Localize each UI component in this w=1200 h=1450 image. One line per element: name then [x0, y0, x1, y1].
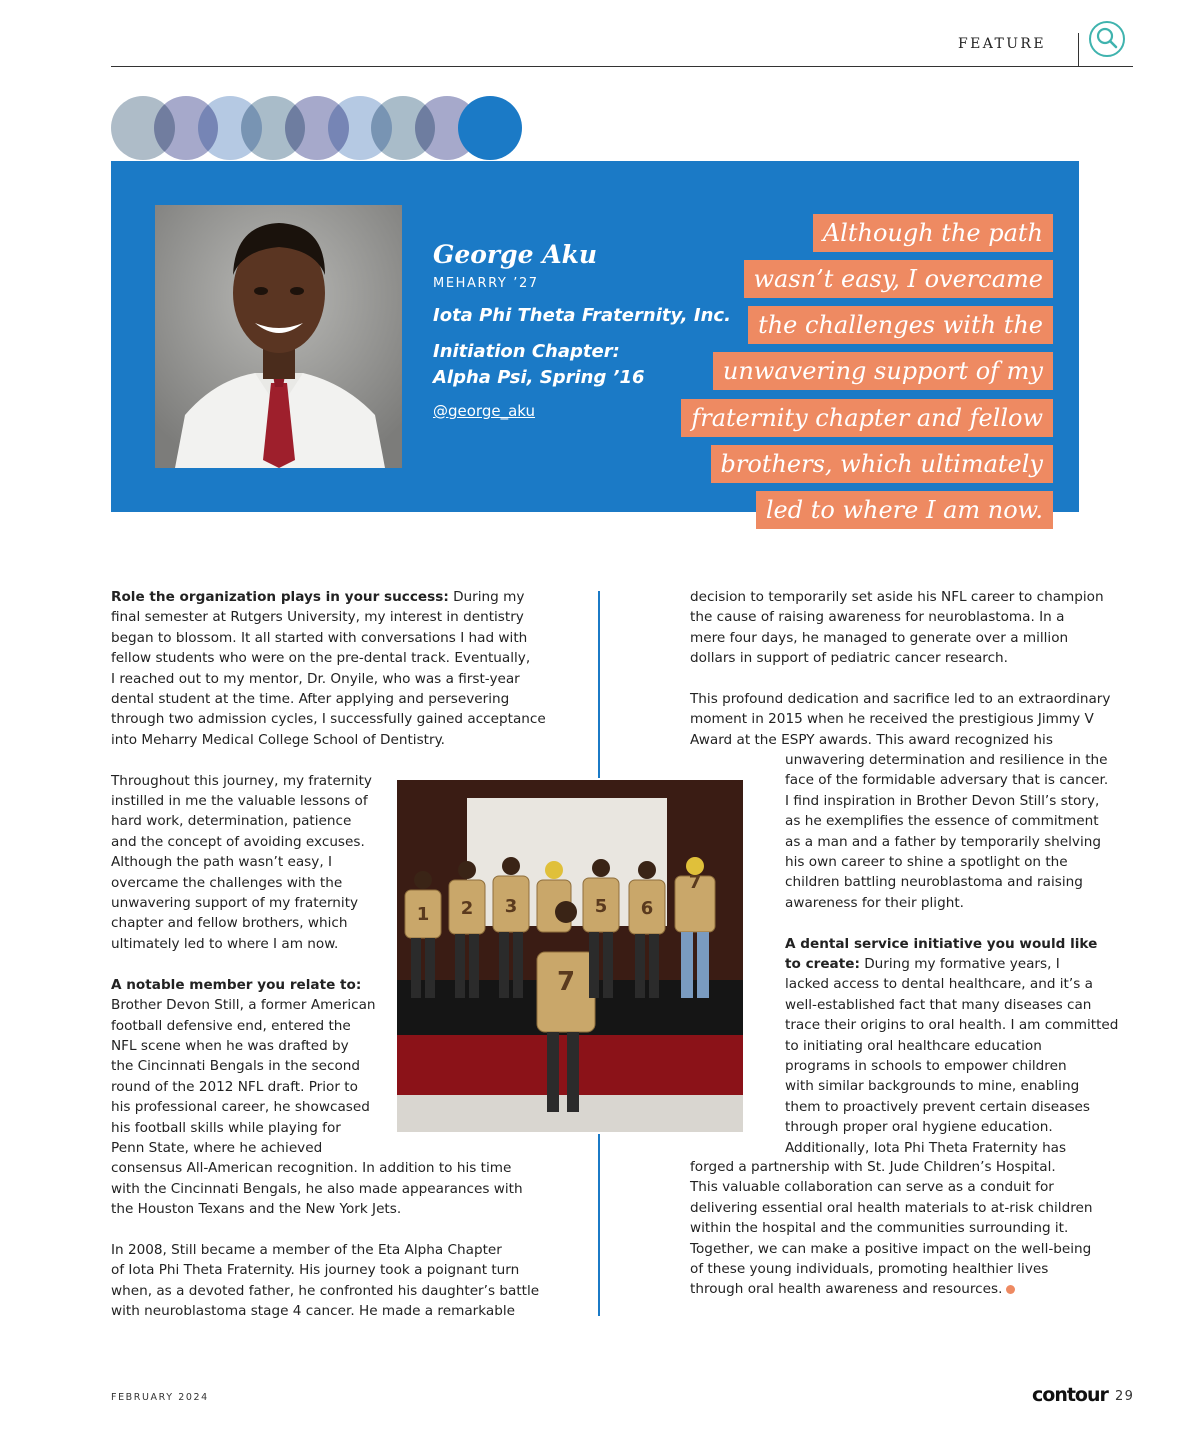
text-line: overcame the challenges with the — [111, 874, 343, 891]
brand-logo: contour — [1032, 1384, 1108, 1406]
section-heading: Role the organization plays in your success: — [111, 589, 449, 605]
pull-quote-line: wasn’t easy, I overcame — [744, 260, 1054, 298]
text-line: through oral health awareness and resources. — [690, 1281, 1003, 1298]
text-line: his own career to shine a spotlight on the — [785, 854, 1068, 871]
text-line: fellow students who were on the pre-dental track. Eventually, — [111, 650, 531, 667]
text-line: chapter and fellow brothers, which — [111, 915, 348, 932]
text-line: with similar backgrounds to mine, enabling — [785, 1078, 1080, 1095]
text-line: hard work, determination, patience — [111, 813, 352, 830]
text-line: of Iota Phi Theta Fraternity. His journey took a poignant turn — [111, 1262, 520, 1279]
profile-chapter — [433, 339, 645, 391]
fraternity-group-photo — [397, 780, 743, 1132]
text-line: Brother Devon Still, a former American — [111, 997, 376, 1014]
chapter-line-2: Alpha Psi, Spring ’16 — [433, 367, 645, 388]
pull-quote-line: fraternity chapter and fellow — [681, 399, 1053, 437]
section-heading: A notable member you relate to: — [111, 976, 362, 993]
text-line: Additionally, Iota Phi Theta Fraternity has — [785, 1139, 1067, 1156]
section-label: FEATURE — [958, 36, 1046, 52]
text-line: the cause of raising awareness for neuroblastoma. In a — [690, 609, 1065, 626]
text-line: when, as a devoted father, he confronted his daughter’s battle — [111, 1282, 540, 1299]
jersey-number-label: 2 — [460, 898, 474, 919]
jersey-number-label: 1 — [416, 904, 430, 925]
text-line: lacked access to dental healthcare, and it’s a — [785, 976, 1093, 993]
article-right-col-top — [690, 587, 1110, 750]
portrait-photo — [155, 205, 402, 468]
text-line: into Meharry Medical College School of Dentistry. — [111, 731, 445, 748]
jersey-number-label: 3 — [504, 896, 518, 917]
text-line: mere four days, he managed to generate over a million — [690, 629, 1069, 646]
article-right-col-wrap: unwavering determination and resilience in the face of the formidable adversary that is cancer. I find inspiration in Brother Devon Still’s story, as he exemplifies the essence of commitment as a man and a father by temporarily shelving his own career to shine a spotlight on the children battling neuroblastoma and raising awareness for their plight. A dental service initiative you would like to create: During my formative years, I lacked access to dental healthcare, and it’s a well-established fact that many diseases can trace their origins to oral health. I am committed to initiating oral healthcare education programs in schools to empower children with similar backgrounds to mine, enabling them to proactively prevent certain diseases through proper oral hygiene education. Additionally, Iota Phi Theta Fraternity has — [785, 750, 1105, 1158]
footer-date: FEBRUARY 2024 — [111, 1392, 209, 1403]
text-line: In 2008, Still became a member of the Eta Alpha Chapter — [111, 1241, 502, 1258]
search-icon — [1091, 23, 1123, 55]
text-line: moment in 2015 when he received the prestigious Jimmy V — [690, 711, 1094, 728]
text-line: as a man and a father by temporarily shelving — [785, 833, 1101, 850]
text-line: children battling neuroblastoma and raising — [785, 874, 1083, 891]
text-line: unwavering determination and resilience in the — [785, 752, 1108, 768]
pull-quote-line: unwavering support of my — [713, 352, 1053, 390]
text-line: dental student at the time. After applying and persevering — [111, 691, 510, 708]
text-line: I reached out to my mentor, Dr. Onyile, who was a first-year — [111, 670, 520, 687]
pull-quote-line: led to where I am now. — [756, 491, 1053, 529]
text-line: round of the 2012 NFL draft. Prior to — [111, 1078, 358, 1095]
text-line: through proper oral hygiene education. — [785, 1119, 1053, 1136]
article-right-col-bottom — [690, 1157, 1110, 1300]
text-line: the Cincinnati Bengals in the second — [111, 1058, 361, 1075]
text-line: began to blossom. It all started with conversations I had with — [111, 629, 528, 646]
header-rule — [111, 66, 1133, 67]
text-line: with neuroblastoma stage 4 cancer. He made a remarkable — [111, 1303, 515, 1320]
pull-quote-line: the challenges with the — [748, 306, 1053, 344]
text-line: trace their origins to oral health. I am committed — [785, 1017, 1119, 1034]
profile-name: George Aku — [433, 240, 598, 269]
text-line: dollars in support of pediatric cancer research. — [690, 650, 1008, 667]
text-line: I find inspiration in Brother Devon Still’s story, — [785, 792, 1100, 809]
text-line: decision to temporarily set aside his NFL career to champion — [690, 589, 1104, 605]
profile-school: MEHARRY ’27 — [433, 276, 539, 291]
text-line: Throughout this journey, my fraternity — [111, 772, 372, 789]
text-line: with the Cincinnati Bengals, he also made appearances with — [111, 1180, 523, 1197]
article-left-col-top: Role the organization plays in your success: During my final semester at Rutgers University, my interest in dentistry began to blossom. It all started with conversations I had with fellow students who were on the pre-dental track. Eventually, I reached out to my mentor, Dr. Onyile, who was a first-year dental student at the time. After applying and persevering through two admission cycles, I successfully gained acceptance into Meharry Medical College School of Dentistry. Throughout this journey, my fraternity instilled in me the valuable lessons of hard work, determination, patience and the concept of avoiding excuses. Although the path wasn’t easy, I overcame the challenges with the unwavering support of my fraternity chapter and fellow brothers, which ultimately led to where I am now. A notable member you relate to: Brother Devon Still, a former American football defensive end, entered the NFL scene when he was drafted by the Cincinnati Bengals in the second round of the 2012 NFL draft. Prior to his professional career, he showcased his football skills while playing for Penn State, where he achieved consensus All-American recognition. In addition to his time with the Cincinnati Bengals, he also made appearances with the Houston Texans and the New York Jets. In 2008, Still became a member of the Eta Alpha Chapter of Iota Phi Theta Fraternity. His journey took a poignant turn when, as a devoted father, he confronted his daughter’s battle with neuroblastoma stage 4 cancer. He made a remarkable — [111, 587, 531, 1322]
text-line: them to proactively prevent certain diseases — [785, 1098, 1091, 1115]
jersey-number-label: 7 — [688, 872, 702, 893]
column-divider — [598, 1134, 600, 1316]
text-line: unwavering support of my fraternity — [111, 895, 359, 912]
text-line: his football skills while playing for — [111, 1119, 341, 1136]
text-line: This valuable collaboration can serve as a conduit for — [690, 1179, 1054, 1196]
text-line: ultimately led to where I am now. — [111, 935, 339, 952]
text-line: to initiating oral healthcare education — [785, 1037, 1042, 1054]
text-line: instilled in me the valuable lessons of — [111, 793, 368, 810]
text-line: the Houston Texans and the New York Jets. — [111, 1201, 402, 1218]
jersey-number-label: 5 — [594, 896, 608, 917]
text-line: face of the formidable adversary that is cancer. — [785, 772, 1109, 789]
page-number: 29 — [1115, 1389, 1135, 1404]
text-line: well-established fact that many diseases can — [785, 996, 1092, 1013]
text-line: forged a partnership with St. Jude Children’s Hospital. — [690, 1159, 1056, 1175]
pull-quote-line: Although the path — [813, 214, 1053, 252]
jersey-number-label: 6 — [640, 898, 654, 919]
profile-organization: Iota Phi Theta Fraternity, Inc. — [433, 305, 731, 326]
text-line: his professional career, he showcased — [111, 1099, 370, 1116]
text-line: This profound dedication and sacrifice led to an extraordinary — [690, 691, 1111, 708]
text-line: final semester at Rutgers University, my interest in dentistry — [111, 609, 524, 626]
text-line: football defensive end, entered the — [111, 1017, 351, 1034]
decorative-circle — [458, 96, 522, 160]
chapter-line-1: Initiation Chapter: — [433, 341, 620, 362]
column-divider — [598, 591, 600, 778]
social-handle-link[interactable]: @george_aku — [433, 402, 536, 420]
search-button[interactable] — [1089, 21, 1125, 57]
text-line: of these young individuals, promoting healthier lives — [690, 1261, 1049, 1278]
text-line: and the concept of avoiding excuses. — [111, 833, 365, 850]
section-heading: to create: — [785, 956, 860, 973]
text-line: awareness for their plight. — [785, 894, 964, 911]
text-line: through two admission cycles, I successfully gained acceptance — [111, 711, 546, 728]
text-line: as he exemplifies the essence of commitment — [785, 813, 1099, 830]
text-line: within the hospital and the communities surrounding it. — [690, 1220, 1069, 1237]
header-divider — [1078, 33, 1079, 67]
text-line: delivering essential oral health materials to at-risk children — [690, 1199, 1093, 1216]
jersey-number-label: 7 — [556, 967, 576, 997]
text-line: Penn State, where he achieved — [111, 1139, 323, 1156]
end-mark-dot — [1006, 1285, 1015, 1294]
pull-quote-line: brothers, which ultimately — [711, 445, 1053, 483]
text-line: Although the path wasn’t easy, I — [111, 854, 332, 871]
text-line: consensus All-American recognition. In addition to his time — [111, 1160, 512, 1177]
text-line: Together, we can make a positive impact on the well-being — [690, 1240, 1092, 1257]
text-line: NFL scene when he was drafted by — [111, 1037, 349, 1054]
text-line: Award at the ESPY awards. This award recognized his — [690, 731, 1053, 748]
section-heading: A dental service initiative you would like — [785, 935, 1098, 952]
text-line: programs in schools to empower children — [785, 1058, 1067, 1075]
